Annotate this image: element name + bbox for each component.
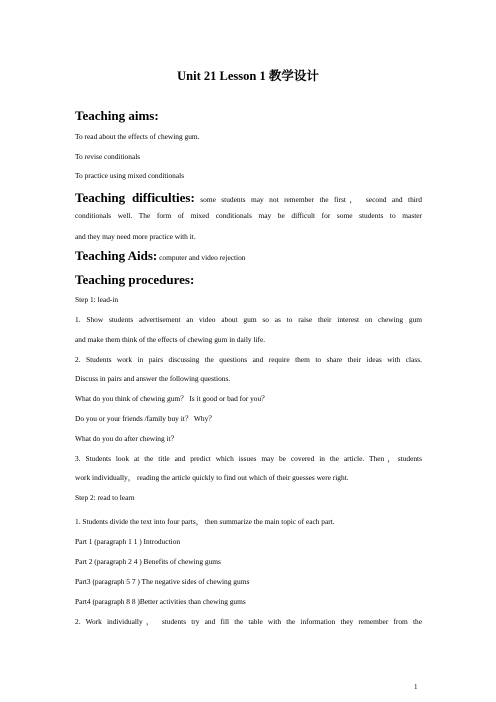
difficulties-text-2: conditionals well. The form of mixed conditionals may be difficult for some students to master — [75, 211, 422, 220]
teaching-aids-heading: Teaching Aids: — [75, 248, 158, 263]
teaching-difficulties-heading: Teaching difficulties: — [75, 190, 195, 205]
teaching-aims-heading: Teaching aims: — [75, 108, 159, 123]
procedure-line: Do you or your friends /family buy it？ Why？ — [75, 414, 216, 423]
procedure-line: What do you do after chewing it？ — [75, 434, 179, 443]
difficulties-text-3: and they may need more practice with it. — [75, 232, 196, 241]
teaching-aids-text: computer and video rejection — [159, 253, 246, 262]
procedure-line: Part 1 (paragraph 1 1 ) Introduction — [75, 537, 181, 546]
procedure-line: 2. Students work in pairs discussing the questions and require them to share their ideas with class. — [75, 355, 422, 364]
procedure-line: Part3 (paragraph 5 7 ) The negative sides of chewing gums — [75, 577, 250, 586]
procedure-line: 3. Students look at the title and predict which issues may be covered in the article. Then，students — [75, 454, 422, 463]
procedure-line: 1. Show students advertisement an video about gum so as to raise their interest on chewing gum — [75, 315, 422, 324]
aim-item-3: To practice using mixed conditionals — [75, 171, 185, 180]
procedure-line: Part4 (paragraph 8 8 )Better activities than chewing gums — [75, 597, 246, 606]
procedure-line: Discuss in pairs and answer the following questions. — [75, 374, 231, 383]
procedure-line: What do you think of chewing gum？ Is it good or bad for you？ — [75, 394, 269, 403]
procedure-line: Step 1: lead-in — [75, 295, 119, 304]
difficulties-text-1: some students may not remember the first， second and third — [200, 195, 422, 204]
procedure-line: 2. Work individually， students try and fill the table with the information they remember from the — [75, 617, 422, 626]
procedure-line: Step 2: read to learn — [75, 493, 135, 502]
procedure-line: 1. Students divide the text into four parts， then summarize the main topic of each part. — [75, 517, 335, 526]
procedure-line: Part 2 (paragraph 2 4 ) Benefits of chewing gums — [75, 557, 221, 566]
difficulties-first-line — [75, 190, 422, 208]
teaching-procedures-heading: Teaching procedures: — [75, 272, 195, 287]
procedure-line: work individually， reading the article quickly to find out which of their guesses were right. — [75, 473, 349, 482]
page-number: 1 — [414, 683, 418, 691]
procedure-line: and make them think of the effects of chewing gum in daily life. — [75, 335, 266, 344]
aim-item-1: To read about the effects of chewing gum. — [75, 132, 200, 141]
aim-item-2: To revise conditionals — [75, 152, 141, 161]
document-title: Unit 21 Lesson 1 教学设计 — [177, 69, 319, 83]
aids-line — [75, 248, 246, 266]
